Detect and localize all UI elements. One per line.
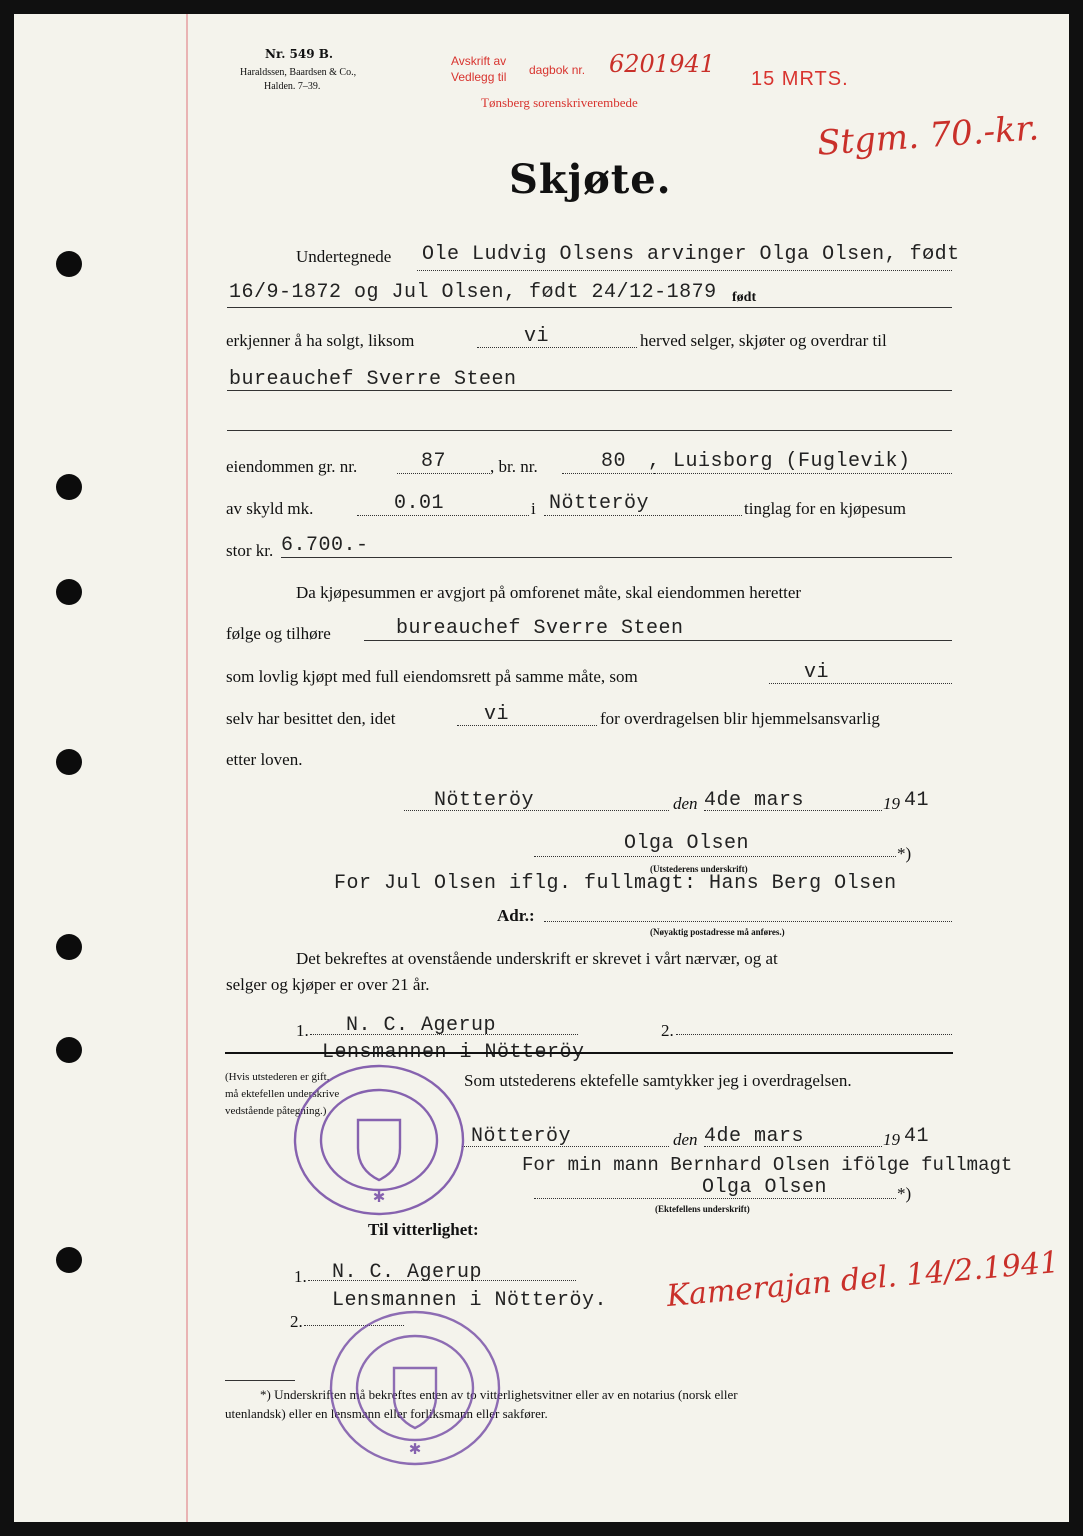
witness-text: selger og kjøper er over 21 år. <box>226 975 430 994</box>
label-adr-note: (Nøyaktig postadresse må anføres.) <box>650 927 785 937</box>
binder-hole <box>56 934 82 960</box>
fill-line <box>544 921 952 922</box>
municipality-value: Nötteröy <box>549 492 650 515</box>
fill-line <box>397 473 490 474</box>
buyer-name: bureauchef Sverre Steen <box>229 368 517 391</box>
stamp-office: Tønsberg sorenskriverembede <box>481 95 638 110</box>
fill-line <box>462 1146 669 1147</box>
asterisk: *) <box>897 1184 912 1203</box>
label-vitterlighet: Til vitterlighet: <box>368 1220 479 1239</box>
label-br-nr: , br. nr. <box>490 457 538 476</box>
label-folge: følge og tilhøre <box>226 624 331 643</box>
witness-signature: N. C. Agerup <box>346 1014 497 1037</box>
margin-rule <box>186 14 188 1522</box>
fill-line <box>769 683 952 684</box>
vitterlighet-witness: N. C. Agerup <box>332 1261 483 1284</box>
stamp-line: Vedlegg til <box>451 70 507 84</box>
fill-line <box>654 473 952 474</box>
label-erkjenner: erkjenner å ha solgt, liksom <box>226 331 415 350</box>
binder-hole <box>56 1247 82 1273</box>
witness-number: 1. <box>296 1021 309 1040</box>
label-spouse-signature: (Ektefellens underskrift) <box>655 1204 750 1214</box>
year-suffix: 41 <box>904 789 930 812</box>
binder-hole <box>56 474 82 500</box>
fill-line <box>704 1146 882 1147</box>
fill-line <box>310 1034 578 1035</box>
fill-line <box>544 515 742 516</box>
label-fodt: født <box>732 290 757 305</box>
label-gr-nr: eiendommen gr. nr. <box>226 457 358 476</box>
spouse-date: 4de mars <box>704 1125 805 1148</box>
label-adr: Adr.: <box>497 906 535 925</box>
document-title: Skjøte. <box>509 156 672 203</box>
label-stor-kr: stor kr. <box>226 541 274 560</box>
year-suffix: 41 <box>904 1125 930 1148</box>
dagbok-year: 1941 <box>654 50 716 78</box>
fill-line <box>227 307 952 308</box>
label-etter-loven: etter loven. <box>226 750 303 769</box>
form-number: Nr. 549 B. <box>265 47 334 61</box>
vitterlighet-number: 2. <box>290 1312 303 1331</box>
year-prefix: 19 <box>883 1130 900 1149</box>
label-issuer-signature: (Utstederens underskrift) <box>650 864 748 874</box>
svg-text:✱: ✱ <box>408 1440 422 1458</box>
stamp-label: dagbok nr. <box>529 63 586 77</box>
label-overdrag: for overdragelsen blir hjemmelsansvarlig <box>600 709 880 728</box>
skyld-value: 0.01 <box>394 492 445 515</box>
binder-hole <box>56 749 82 775</box>
official-seal <box>326 1308 504 1468</box>
fill-line <box>227 430 952 431</box>
fill-line <box>417 270 952 271</box>
fill-line <box>281 557 952 558</box>
label-herved: herved selger, skjøter og overdrar til <box>640 331 887 350</box>
fill-line <box>457 725 597 726</box>
fill-line <box>534 1198 896 1199</box>
printer-line: Haraldssen, Baardsen & Co., <box>240 67 357 78</box>
fee-note: Stgm. 70.-kr. <box>815 108 1041 164</box>
binder-hole <box>56 251 82 277</box>
fill-line <box>227 390 952 391</box>
footnote-line: utenlandsk) eller en lensmann eller forliksmann eller sakfører. <box>225 1406 548 1421</box>
label-skyld: av skyld mk. <box>226 499 314 518</box>
fill-line <box>404 810 669 811</box>
selv-value: vi <box>484 703 510 726</box>
stamp-date: 15 MRTS. <box>751 68 849 90</box>
signing-date: 4de mars <box>704 789 805 812</box>
asterisk: *) <box>897 844 912 863</box>
stamp-line: Avskrift av <box>451 54 507 68</box>
fill-line <box>534 856 896 857</box>
property-name: , Luisborg (Fuglevik) <box>648 450 911 473</box>
spouse-place: Nötteröy <box>471 1125 572 1148</box>
witness-title: Lensmannen i Nötteröy <box>322 1041 585 1064</box>
footnote-line: *) Underskriften må bekreftes enten av to vitterlighetsvitner eller av en notarius (norsk eller <box>260 1387 738 1402</box>
fill-line <box>704 810 882 811</box>
fill-line <box>477 347 637 348</box>
fill-line <box>676 1034 952 1035</box>
fill-line <box>562 473 654 474</box>
spouse-note: må ektefellen underskrive <box>225 1088 340 1100</box>
spouse-signature: Olga Olsen <box>702 1176 828 1199</box>
fill-line <box>364 640 952 641</box>
grantors-line2: 16/9-1872 og Jul Olsen, født 24/12-1879 <box>229 281 717 304</box>
spouse-proxy: For min mann Bernhard Olsen ifölge fullmagt <box>522 1154 1013 1176</box>
label-tinglag: tinglag for en kjøpesum <box>744 499 906 518</box>
label-den: den <box>673 794 698 813</box>
cashier-note: Kamerajan del. 14/2.1941 <box>665 1244 1061 1315</box>
document-page <box>14 14 1069 1522</box>
binder-hole <box>56 1037 82 1063</box>
spouse-consent: Som utstederens ektefelle samtykker jeg i overdragelsen. <box>464 1071 852 1090</box>
witness-text: Det bekreftes at ovenstående underskrift er skrevet i vårt nærvær, og at <box>296 949 778 968</box>
label-undertegnede: Undertegnede <box>296 247 392 266</box>
vitterlighet-witness-title: Lensmannen i Nötteröy. <box>332 1289 608 1312</box>
lovlig-value: vi <box>804 661 830 684</box>
spouse-note: (Hvis utstederen er gift, <box>225 1071 330 1083</box>
svg-text:✱: ✱ <box>372 1188 386 1206</box>
label-i: i <box>531 499 536 518</box>
sale-subject: vi <box>524 325 550 348</box>
section-divider <box>225 1052 953 1054</box>
label-lovlig: som lovlig kjøpt med full eiendomsrett på samme måte, som <box>226 667 638 686</box>
price-value: 6.700.- <box>281 534 369 557</box>
new-owner: bureauchef Sverre Steen <box>396 617 684 640</box>
fill-line <box>308 1280 576 1281</box>
fill-line <box>357 515 529 516</box>
br-nr-value: 80 <box>601 450 627 473</box>
printer-line: Halden. 7–39. <box>264 81 321 92</box>
witness-number: 2. <box>661 1021 674 1040</box>
proxy-line: For Jul Olsen iflg. fullmagt: Hans Berg Olsen <box>334 872 897 895</box>
footnote-rule <box>225 1380 295 1381</box>
paragraph-text: Da kjøpesummen er avgjort på omforenet måte, skal eiendommen heretter <box>296 583 802 602</box>
year-prefix: 19 <box>883 794 900 813</box>
label-den: den <box>673 1130 698 1149</box>
label-selv: selv har besittet den, idet <box>226 709 396 728</box>
spouse-note: vedstående påtegning.) <box>225 1105 327 1117</box>
dagbok-number: 620 <box>609 50 655 78</box>
gr-nr-value: 87 <box>421 450 447 473</box>
issuer-signature: Olga Olsen <box>624 832 750 855</box>
vitterlighet-number: 1. <box>294 1267 307 1286</box>
official-seal <box>290 1062 468 1218</box>
signing-place: Nötteröy <box>434 789 535 812</box>
binder-hole <box>56 579 82 605</box>
grantors-line1: Ole Ludvig Olsens arvinger Olga Olsen, født <box>422 243 960 266</box>
